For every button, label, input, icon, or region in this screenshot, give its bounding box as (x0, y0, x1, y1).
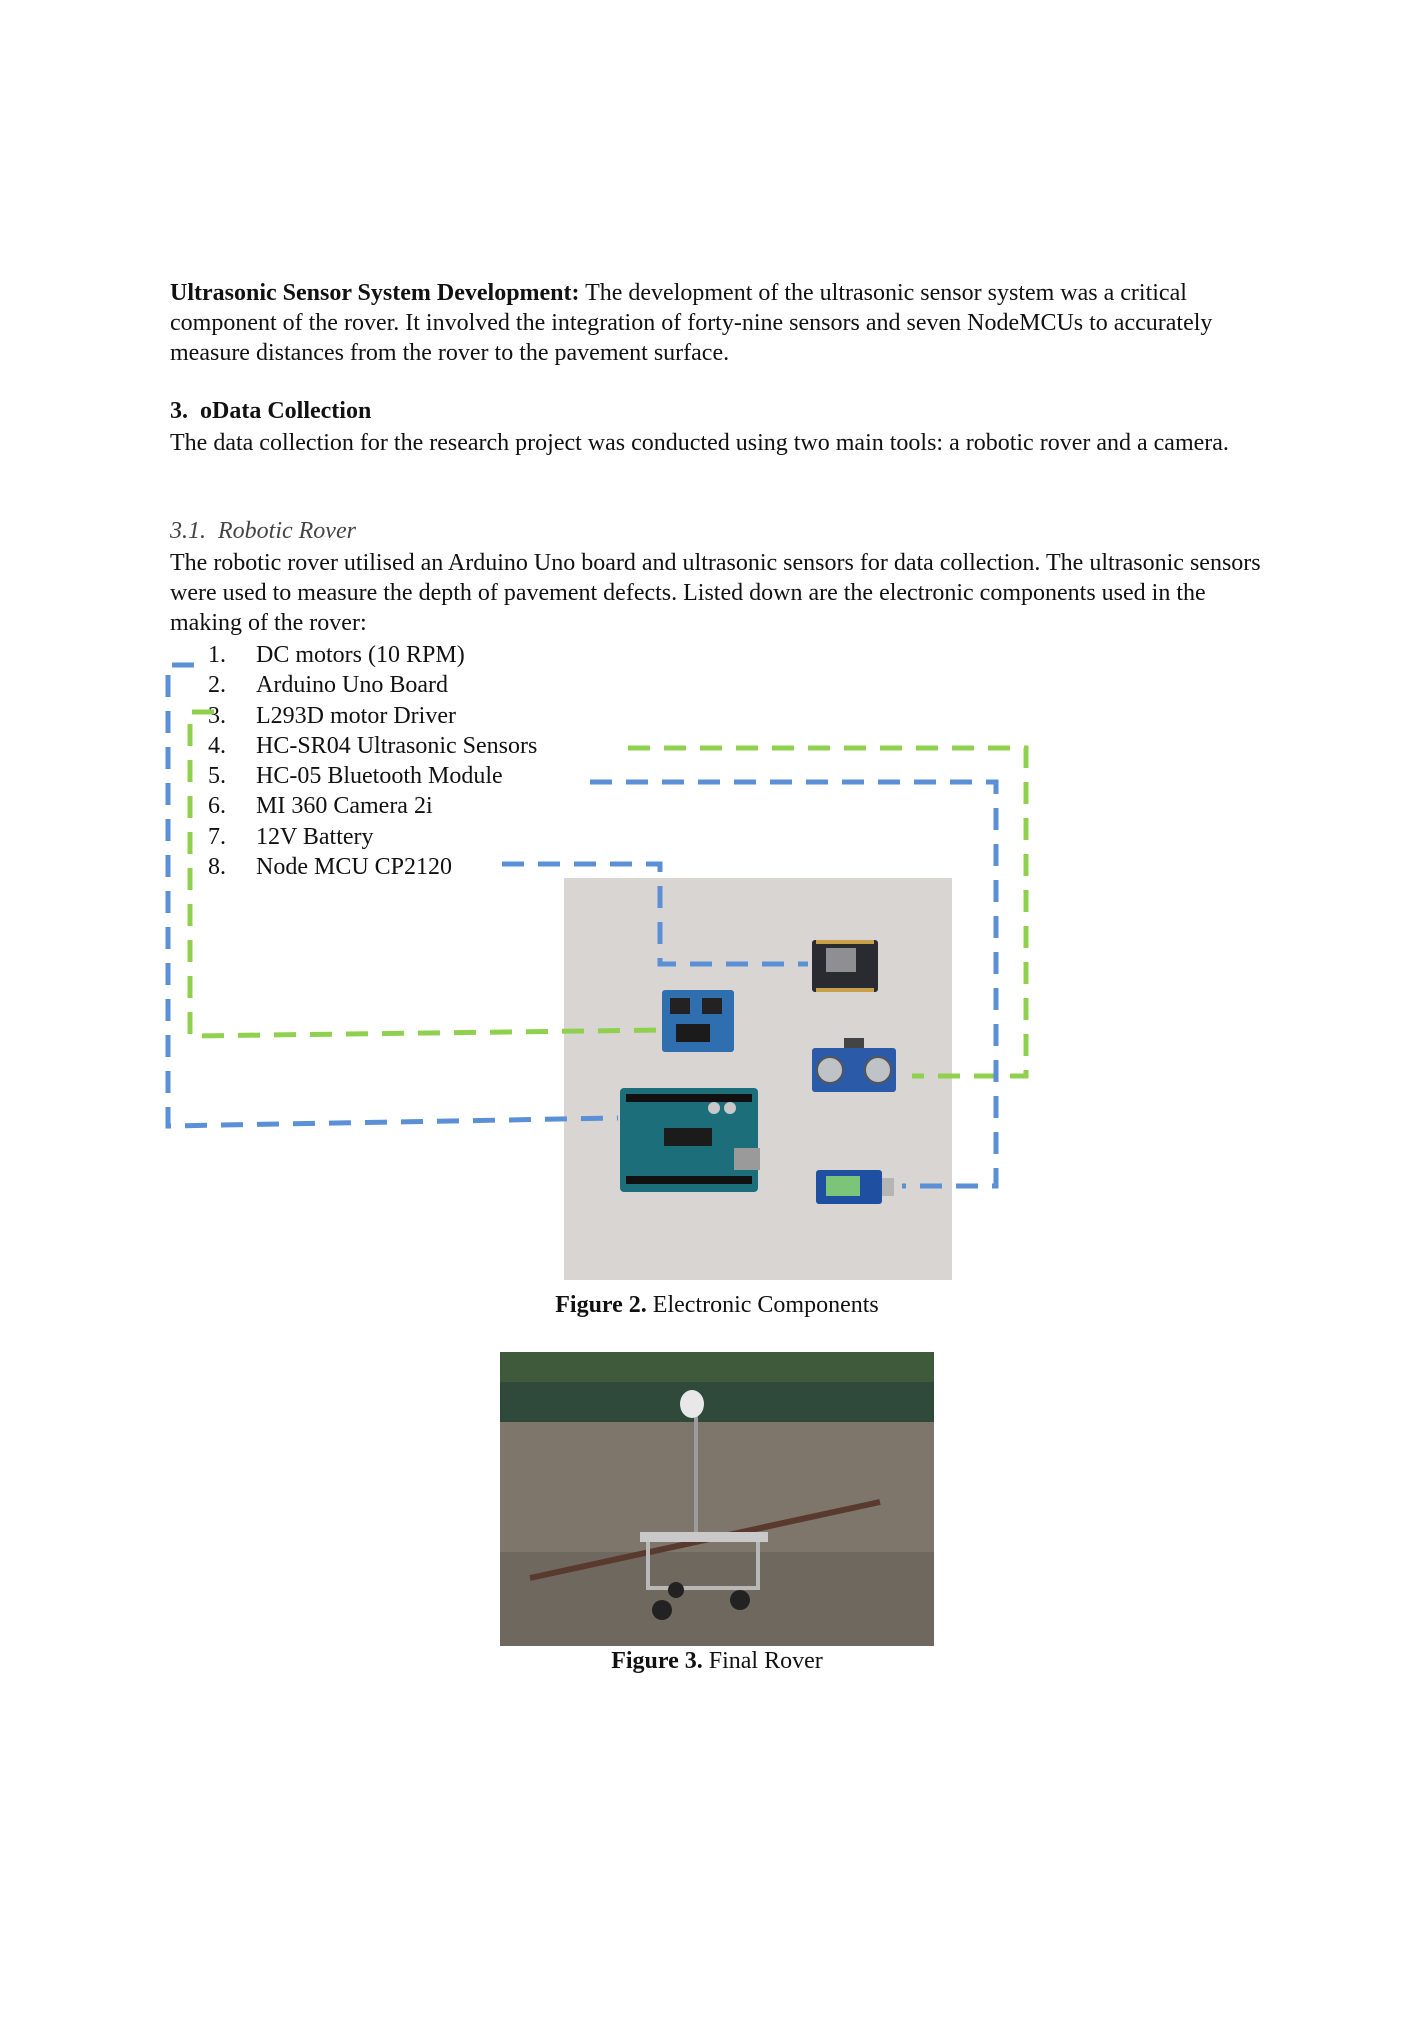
section-3-number: 3. (170, 398, 188, 424)
intro-lead: Ultrasonic Sensor System Development: (170, 280, 580, 306)
list-item: 4. HC-SR04 Ultrasonic Sensors (208, 732, 538, 759)
figure-2-caption: Figure 2. Electronic Components (555, 1292, 879, 1318)
section-3-text: The data collection for the research project was conducted using two main tools: a robotic rover and a camera. (170, 430, 1229, 456)
section-3-1-number: 3.1. (170, 518, 206, 544)
connector-bluetooth-blue (590, 782, 996, 1186)
list-item: 5. HC-05 Bluetooth Module (208, 763, 503, 790)
list-item: 8. Node MCU CP2120 (208, 854, 453, 881)
list-item: 1. DC motors (10 RPM) (208, 642, 465, 668)
section-3-1-text: The robotic rover utilised an Arduino Uno board and ultrasonic sensors for data collection. The ultrasonic sensors were used to measure the depth of pavement defects. Listed down are the electronic components used in the making of the rover: (170, 550, 1261, 636)
connector-driver-green (190, 712, 664, 1036)
section-3-1-title: Robotic Rover (218, 518, 356, 544)
list-item: 2. Arduino Uno Board (208, 672, 448, 699)
intro-text: The development of the ultrasonic sensor system was a critical component of the rover. It involved the integration of forty-nine sensors and seven NodeMCUs to accurately measure distances from the rover to the pavement surface. (170, 280, 1213, 366)
connector-nodemcu-blue (502, 864, 808, 964)
list-item: 6. MI 360 Camera 2i (208, 793, 433, 820)
section-3-title: oData Collection (200, 398, 372, 424)
connector-ultrasonic-green (628, 748, 1026, 1076)
figure-3-caption: Figure 3. Final Rover (611, 1648, 823, 1674)
list-item: 7. 12V Battery (208, 823, 374, 850)
connector-arduino-blue (168, 665, 618, 1126)
list-item: 3. L293D motor Driver (208, 702, 456, 729)
